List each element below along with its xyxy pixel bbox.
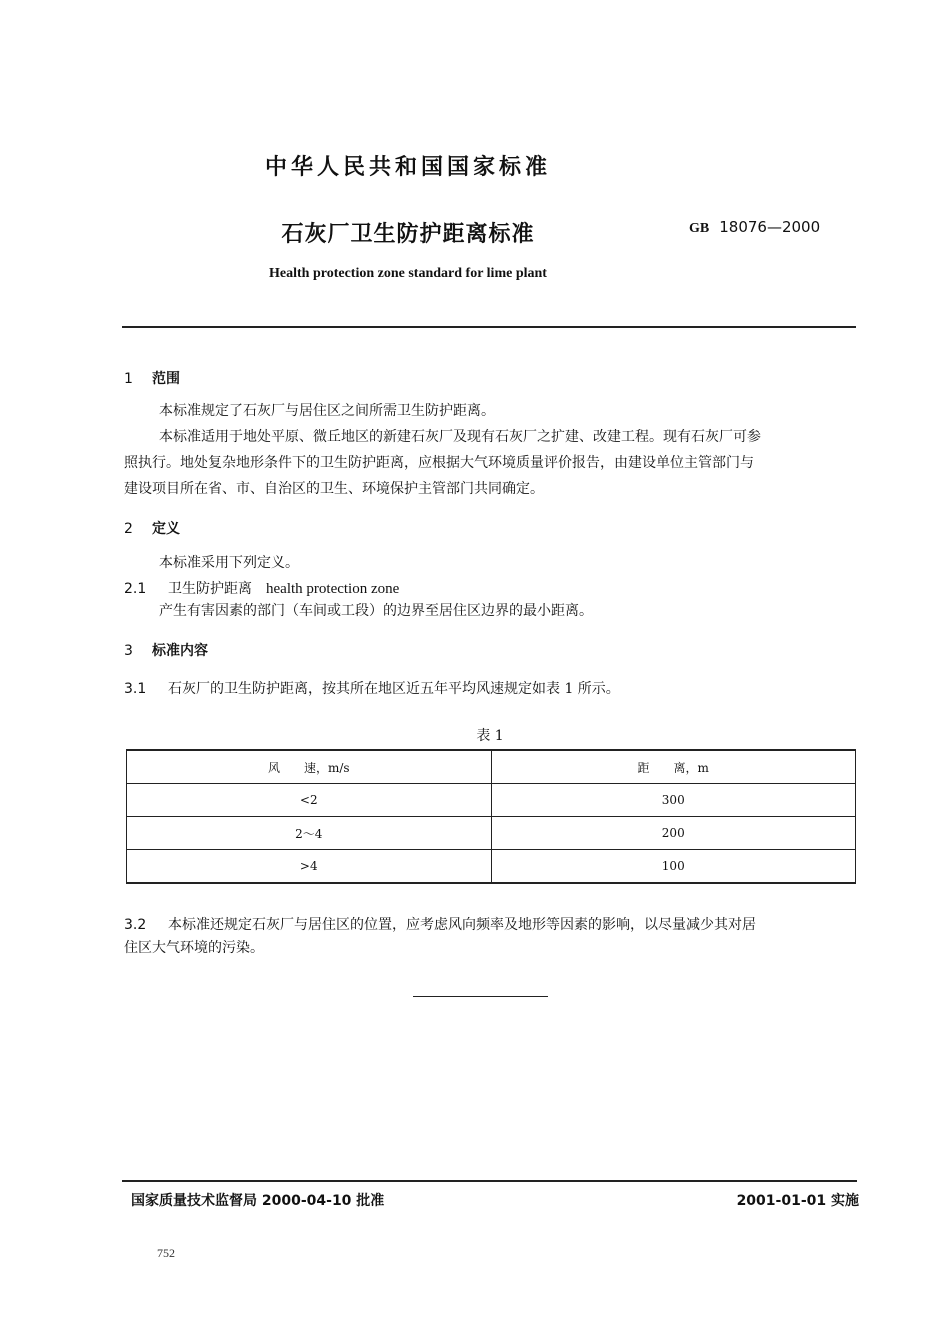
- section-title: 范围: [152, 371, 180, 387]
- section-title: 定义: [152, 521, 180, 537]
- table-cell: 300: [491, 784, 856, 817]
- national-standard-heading: 中华人民共和国国家标准: [264, 155, 551, 180]
- standard-code-number: 18076—2000: [719, 218, 821, 236]
- term: 卫生防护距离: [168, 581, 252, 597]
- footer-rule: [122, 1180, 857, 1182]
- effective-date: 2001-01-01 实施: [736, 1193, 859, 1209]
- subsection-number: 3.1: [124, 681, 147, 697]
- table-caption: 表 1: [476, 728, 504, 744]
- table-header-row: [127, 750, 856, 784]
- subsection-3-1: [124, 678, 620, 698]
- section-title: 标准内容: [152, 643, 208, 659]
- table-row: [127, 850, 856, 884]
- subsection-2-1: [124, 578, 399, 598]
- subsection-text: 石灰厂的卫生防护距离，按其所在地区近五年平均风速规定如表 1 所示。: [168, 681, 620, 697]
- standard-code: [689, 218, 820, 237]
- table-row: [127, 784, 856, 817]
- section-3-heading: [124, 640, 208, 660]
- term-definition: 产生有害因素的部门（车间或工段）的边界至居住区边界的最小距离。: [159, 603, 593, 619]
- table-header-cell: 距 离，m: [491, 750, 856, 784]
- section-number: 2: [124, 521, 133, 537]
- section-1-paragraph-2-line-2: 照执行。地处复杂地形条件下的卫生防护距离，应根据大气环境质量评价报告，由建设单位主管部门与: [124, 455, 754, 471]
- table-cell: 2～4: [127, 817, 492, 850]
- standard-code-prefix: GB: [689, 221, 710, 236]
- subsection-3-2-line-2: 住区大气环境的污染。: [124, 940, 264, 956]
- section-1-heading: [124, 368, 180, 388]
- subsection-3-2: [124, 914, 756, 934]
- table-header-cell: 风 速，m/s: [127, 750, 492, 784]
- table-row: [127, 817, 856, 850]
- term-english: health protection zone: [266, 581, 400, 597]
- section-2-heading: [124, 518, 180, 538]
- section-1-paragraph-1: 本标准规定了石灰厂与居住区之间所需卫生防护距离。: [159, 403, 495, 419]
- subsection-number: 2.1: [124, 581, 147, 597]
- table-cell: <2: [127, 784, 492, 817]
- table-cell: 100: [491, 850, 856, 884]
- table-cell: >4: [127, 850, 492, 884]
- section-number: 3: [124, 643, 133, 659]
- end-rule: [413, 996, 548, 997]
- page-number: 752: [157, 1246, 175, 1260]
- table-cell: 200: [491, 817, 856, 850]
- subsection-text-line-1: 本标准还规定石灰厂与居住区的位置，应考虑风向频率及地形等因素的影响，以尽量减少其对居: [168, 917, 756, 933]
- section-number: 1: [124, 371, 133, 387]
- section-1-paragraph-2-line-1: 本标准适用于地处平原、微丘地区的新建石灰厂及现有石灰厂之扩建、改建工程。现有石灰厂可参: [159, 429, 761, 445]
- subsection-number: 3.2: [124, 917, 147, 933]
- wind-speed-distance-table: [126, 749, 856, 884]
- document-title: 石灰厂卫生防护距离标准: [281, 222, 535, 247]
- section-1-paragraph-2-line-3: 建设项目所在省、市、自治区的卫生、环境保护主管部门共同确定。: [124, 481, 544, 497]
- section-2-paragraph: 本标准采用下列定义。: [159, 555, 299, 571]
- english-title: Health protection zone standard for lime plant: [269, 266, 547, 281]
- header-rule: [122, 326, 856, 328]
- approval-date: 国家质量技术监督局 2000-04-10 批准: [131, 1193, 385, 1209]
